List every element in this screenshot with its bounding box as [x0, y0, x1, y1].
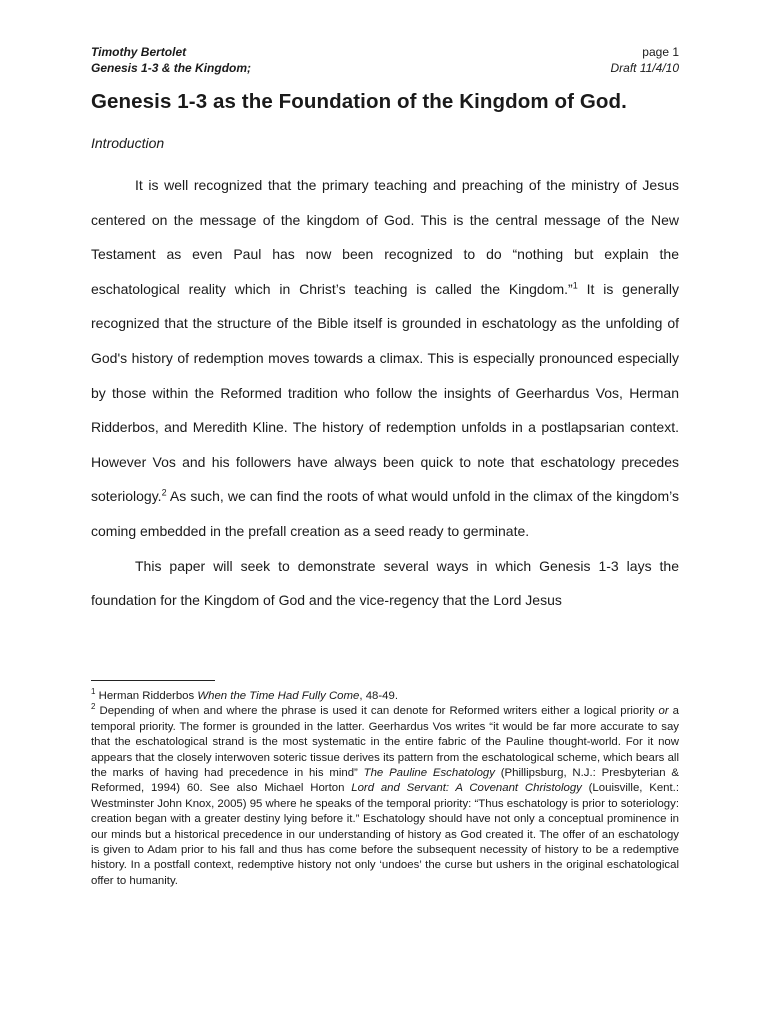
- footnote-book-title: Lord and Servant: A Covenant Christology: [351, 782, 582, 795]
- footnote-ref: 2: [161, 487, 167, 498]
- footnote-ref: 1: [572, 280, 578, 291]
- footnote-number: 1: [91, 687, 96, 697]
- paragraph-text: This paper will seek to demonstrate several ways in which Genesis 1-3 lays the foundation for the Kingdom of God and the vice-regency that the Lord Jesus: [91, 557, 679, 609]
- paragraph-text: It is generally recognized that the structure of the Bible itself is grounded in eschatology as the unfolding of God's history of redemption moves towards a climax. This is especially pronounced especially by those within the Reformed tradition who follow the insights of Geerhardus Vos, Herman Ridderbos, and Meredith Kline. The history of redemption unfolds in a postlapsarian context. However Vos and his followers have always been quick to note that eschatology precedes soteriology.: [91, 280, 679, 505]
- header-page-number: page 1: [642, 45, 679, 59]
- footnote: [91, 689, 679, 704]
- footnote: [91, 704, 679, 889]
- footnote-number: 2: [91, 702, 96, 712]
- footnote-text: (Louisville, Kent.: Westminster John Knox, 2005) 95 where he speaks of the temporal priority: “Thus eschatology is prior to soteriology: creation began with a greater destiny lying before it.” Eschatology should have not only a conceptual prominence in our minds but a historical precedence in our understanding of history as God created it. The offer of an eschatology is given to Adam prior to his fall and thus has come before the subsequent necessity of history to be a redemptive history. In a postfall context, redemptive history not only ‘undoes’ the curse but ushers in the original eschatological offer to humanity.: [91, 782, 679, 887]
- paragraph: [91, 168, 679, 549]
- header-author: Timothy Bertolet: [91, 45, 187, 59]
- footnote-text: Depending of when and where the phrase is used it can denote for Reformed writers either a logical priority: [95, 705, 659, 718]
- page-title: Genesis 1-3 as the Foundation of the Kingdom of God.: [91, 90, 627, 113]
- paragraph-text: It is well recognized that the primary teaching and preaching of the ministry of Jesus centered on the message of the kingdom of God. This is the central message of the New Testament as even Paul has now been recognized to do “nothing but explain the eschatological reality which in Christ’s teaching is called the Kingdom.”: [91, 177, 679, 297]
- paragraph: [91, 549, 679, 618]
- body-text: [91, 168, 679, 618]
- header-draft-date: Draft 11/4/10: [610, 61, 679, 75]
- footnote-text: , 48-49.: [359, 690, 398, 702]
- footnote-book-title: The Pauline Eschatology: [363, 767, 495, 780]
- header-short-title: Genesis 1-3 & the Kingdom;: [91, 61, 252, 75]
- footnote-text: Herman Ridderbos: [95, 690, 198, 702]
- paragraph-text: As such, we can find the roots of what would unfold in the climax of the kingdom’s coming embedded in the prefall creation as a seed ready to germinate.: [91, 488, 679, 539]
- footnote-emphasis: or: [658, 705, 669, 718]
- footnotes: [91, 689, 679, 889]
- footnote-text: a temporal priority. The former is grounded in the latter. Geerhardus Vos writes “it would be far more accurate to say that the eschatological strand is the most systematic in the entire fabric of the Pauline thought-world. For it now appears that the closely interwoven soteric tissue derives its pattern from the eschatological scheme, which bears all the marks of having had precedence in his mind”: [91, 705, 679, 780]
- footnote-text: (Phillipsburg, N.J.: Presbyterian & Reformed, 1994) 60. See also Michael Horton: [91, 767, 679, 795]
- footnote-divider: [91, 680, 215, 681]
- section-heading: Introduction: [91, 135, 165, 151]
- footnote-book-title: When the Time Had Fully Come: [197, 690, 360, 702]
